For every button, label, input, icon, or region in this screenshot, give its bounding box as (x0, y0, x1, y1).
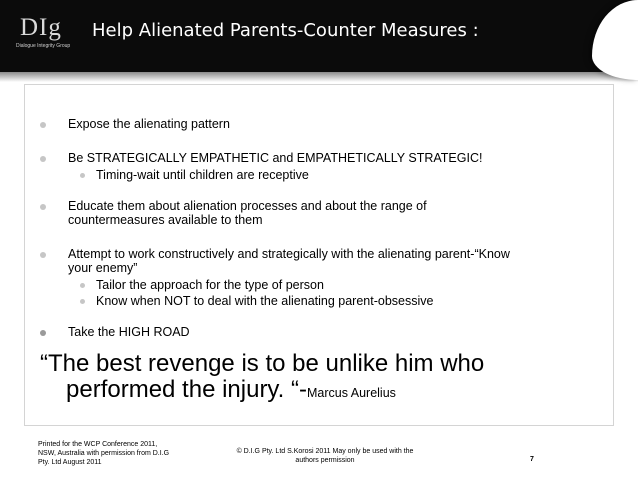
footer-line: Printed for the WCP Conference 2011, (38, 441, 158, 448)
bullet-item-line: countermeasures available to them (68, 213, 263, 227)
footer-line: NSW, Australia with permission from D.I.G (38, 450, 170, 457)
sub-bullet-item: Know when NOT to deal with the alienating parent-obsessive (96, 294, 434, 308)
quote-author: Marcus Aurelius (306, 386, 396, 400)
sub-bullet-dot-icon (80, 299, 85, 304)
bullet-item-line: your enemy” (68, 261, 138, 275)
bullet-dot-icon (40, 252, 46, 258)
quote-line: performed the injury. “- (66, 376, 307, 403)
bullet-dot-icon (40, 122, 46, 128)
page-number: 7 (530, 456, 534, 463)
bullet-dot-icon (40, 156, 46, 162)
footer-copyright (210, 447, 440, 465)
footer-line: © D.I.G Pty. Ltd S.Korosi 2011 May only be used with the (236, 448, 414, 455)
bullet-item: Be STRATEGICALLY EMPATHETIC and EMPATHETICALLY STRATEGIC! (68, 151, 483, 165)
slide-title: Help Alienated Parents-Counter Measures : (92, 20, 479, 41)
quote-line: “The best revenge is to be unlike him who (40, 350, 485, 377)
logo-mark: DIg (20, 14, 62, 41)
bullet-dot-icon (40, 330, 46, 336)
quote-line-with-author (40, 377, 620, 406)
footer-line: Pty. Ltd August 2011 (38, 459, 102, 466)
bullet-item-line: Attempt to work constructively and strategically with the alienating parent-“Know (68, 247, 510, 261)
bullet-item-line: Educate them about alienation processes and about the range of (68, 199, 427, 213)
quote-block (40, 351, 620, 406)
header-shadow (0, 72, 638, 82)
dig-logo (16, 14, 76, 54)
sub-bullet-item: Timing-wait until children are receptive (96, 168, 309, 182)
footer-line: authors permission (295, 457, 355, 464)
sub-bullet-dot-icon (80, 173, 85, 178)
footer-print-note (38, 440, 188, 467)
logo-subtext: Dialogue Integrity Group (16, 43, 71, 49)
sub-bullet-dot-icon (80, 283, 85, 288)
bullet-item: Expose the alienating pattern (68, 117, 230, 131)
sub-bullet-item: Tailor the approach for the type of person (96, 278, 324, 292)
bullet-dot-icon (40, 204, 46, 210)
bullet-item: Take the HIGH ROAD (68, 325, 190, 339)
